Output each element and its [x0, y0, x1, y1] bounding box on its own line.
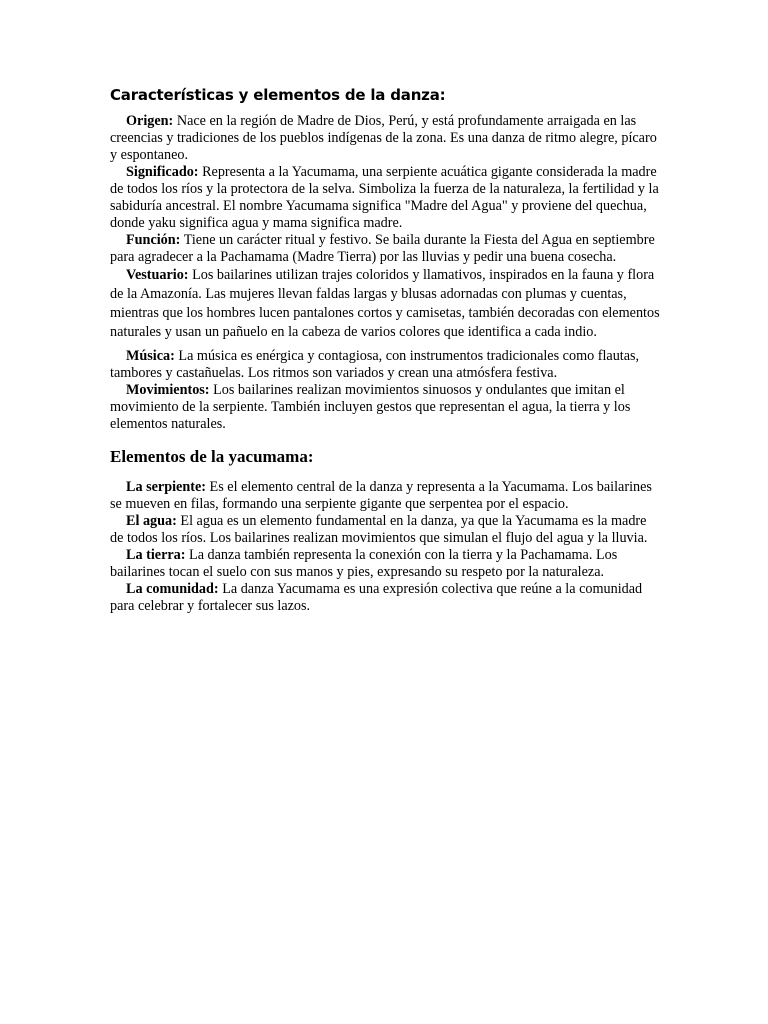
item-text: Representa a la Yacumama, una serpiente acuática gigante considerada la madre de todos los ríos y la protectora de la selva. Simboliza la fuerza de la naturaleza, la fertilidad y la sabiduría ancestral. El nombre Yacumama significa "Madre del Agua" y proviene del quechua, donde yaku significa agua y mama significa madre. [110, 164, 659, 231]
section-title-caracteristicas: Características y elementos de la danza: [110, 86, 446, 104]
item-label: Función: [126, 232, 181, 248]
item-label: La comunidad: [126, 581, 219, 597]
item-text: El agua es un elemento fundamental en la danza, ya que la Yacumama es la madre de todos los ríos. Los bailarines realizan movimientos que simulan el flujo del agua y la lluvia. [110, 513, 648, 546]
item-label: Significado: [126, 164, 199, 180]
paragraph-serpiente [110, 479, 660, 513]
item-label: Música: [126, 348, 175, 364]
item-label: El agua: [126, 513, 177, 529]
section-title-elementos: Elementos de la yacumama: [110, 447, 314, 466]
item-text: Es el elemento central de la danza y representa a la Yacumama. Los bailarines se mueven en filas, formando una serpiente gigante que serpentea por el espacio. [110, 479, 652, 512]
item-text: Los bailarines utilizan trajes coloridos y llamativos, inspirados en la fauna y flora de la Amazonía. Las mujeres llevan faldas largas y blusas adornadas con plumas y cuentas, mientras que los hombres lucen pantalones cortos y camisetas, también decoradas con elementos naturales y usan un pañuelo en la cabeza de varios colores que identifica a cada indio. [110, 267, 660, 340]
item-label: La serpiente: [126, 479, 206, 495]
paragraph-vestuario [110, 266, 660, 342]
item-text: La música es enérgica y contagiosa, con instrumentos tradicionales como flautas, tambores y castañuelas. Los ritmos son variados y crean una atmósfera festiva. [110, 348, 640, 381]
item-label: Vestuario: [126, 267, 189, 283]
item-label: Origen: [126, 113, 174, 129]
paragraph-significado [110, 164, 660, 232]
item-text: La danza también representa la conexión con la tierra y la Pachamama. Los bailarines tocan el suelo con sus manos y pies, expresando su respeto por la naturaleza. [110, 547, 618, 580]
paragraph-comunidad [110, 581, 660, 615]
document-page [110, 86, 660, 615]
paragraph-funcion [110, 232, 660, 266]
paragraph-origen [110, 113, 660, 164]
paragraph-musica [110, 348, 660, 382]
item-text: Nace en la región de Madre de Dios, Perú, y está profundamente arraigada en las creencias y tradiciones de los pueblos indígenas de la zona. Es una danza de ritmo alegre, pícaro y espontaneo. [110, 113, 657, 163]
paragraph-movimientos [110, 382, 660, 433]
item-label: La tierra: [126, 547, 186, 563]
paragraph-agua [110, 513, 660, 547]
paragraph-tierra [110, 547, 660, 581]
item-label: Movimientos: [126, 382, 210, 398]
item-text: Tiene un carácter ritual y festivo. Se baila durante la Fiesta del Agua en septiembre para agradecer a la Pachamama (Madre Tierra) por las lluvias y pedir una buena cosecha. [110, 232, 655, 265]
item-text: La danza Yacumama es una expresión colectiva que reúne a la comunidad para celebrar y fortalecer sus lazos. [110, 581, 643, 614]
item-text: Los bailarines realizan movimientos sinuosos y ondulantes que imitan el movimiento de la serpiente. También incluyen gestos que representan el agua, la tierra y los elementos naturales. [110, 382, 631, 432]
